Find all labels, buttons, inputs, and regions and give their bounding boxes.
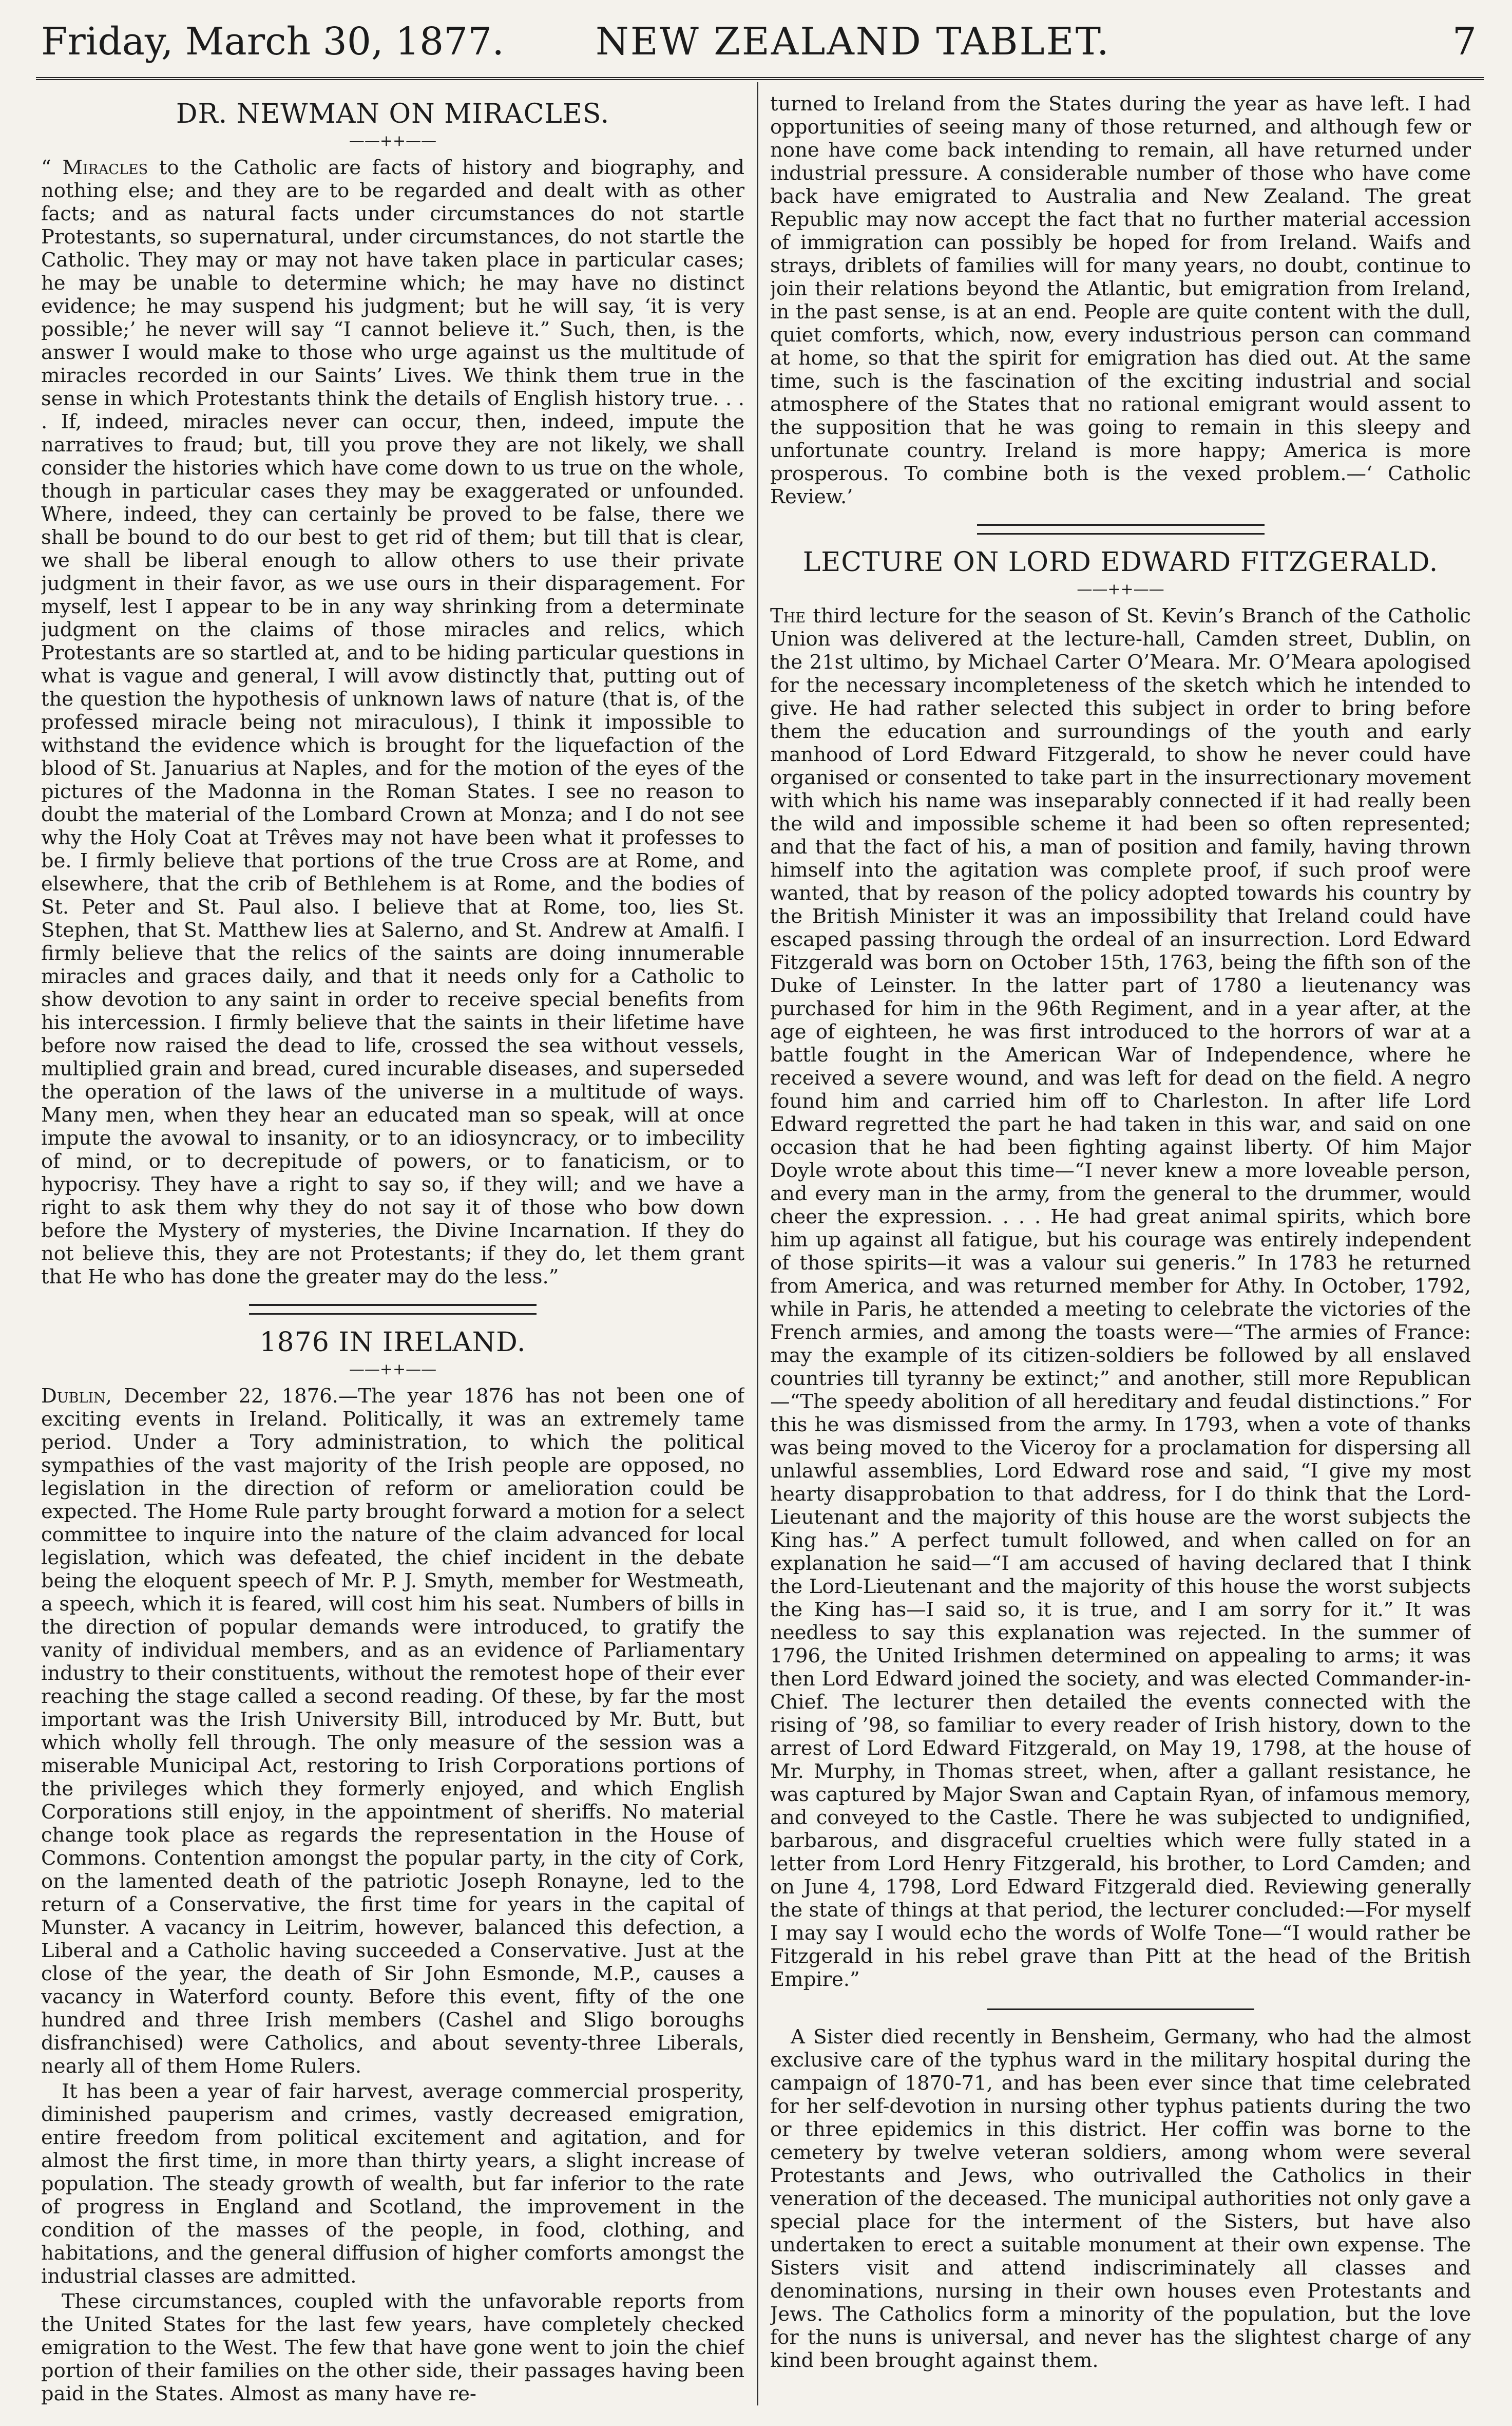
ornament-divider: ——++—— (349, 132, 437, 150)
newman-body (41, 156, 744, 1288)
fitzgerald-body (770, 604, 1471, 1991)
ireland-continuation: turned to Ireland from the States during the year as have left. I had opportunities of seeing many of those returned, and although few or none have come back intending to remain, all have returned under industrial pressure. A considerable number of those who have come back have emigrated to Australia and New Zealand. The great Republic may now accept the fact that no further material accession of immigration can possibly be hoped for from Ireland. Waifs and strays, driblets of families will for many years, no doubt, continue to join their relations beyond the Atlantic, but emigration from Ireland, in the past sense, is at an end. People are quite content with the dull, quiet comforts, which, now, every industrious person can command at home, so that the spirit for emigration has died out. At the same time, such is the fascination of the exciting industrial and social atmosphere of the States that no rational emigrant would assent to the supposition that he was going to remain in this sleepy and unfortunate country. Ireland is more happy; America is more prosperous. To combine both is the vexed problem.—‘ Catholic Review.’ (770, 92, 1471, 508)
newman-lead: “ Miracles (41, 156, 148, 179)
ornament-divider: ——++—— (1077, 580, 1164, 598)
issue-date: Friday, March 30, 1877. (41, 20, 504, 64)
newspaper-title: NEW ZEALAND TABLET. (596, 20, 1111, 64)
ireland-text: December 22, 1876.—The year 1876 has not been one of exciting events in Ireland. Politically, it was an extremely tame period. Under a Tory administration, to which the political sympathies of the vast majority of the Irish people are opposed, no legislation in the direction of reform or amelioration could be expected. The Home Rule party brought forward a motion for a select committee to inquire into the nature of the claim advanced for local legislation, which was defeated, the chief incident in the debate being the eloquent speech of Mr. P. J. Smyth, member for Westmeath, a speech, which it is feared, will cost him his seat. Numbers of bills in the direction of popular demands were introduced, to gratify the vanity of individual members, and as an evidence of Parliamentary industry to their constituents, without the remotest hope of their ever reaching the stage called a second reading. Of these, by far the most important was the Irish University Bill, introduced by Mr. Butt, but which wholly fell through. The only measure of the session was a miserable Municipal Act, restoring to Irish Corporations portions of the privileges which they formerly enjoyed, and which English Corporations still enjoy, in the appointment of sheriffs. No material change took place as regards the representation in the House of Commons. Contention amongst the popular party, in the city of Cork, on the lamented death of the patriotic Joseph Ronayne, led to the return of a Conservative, the first time for years in the capital of Munster. A vacancy in Leitrim, however, balanced this defection, a Liberal and a Catholic having succeeded a Conservative. Just at the close of the year, the death of Sir John Esmonde, M.P., causes a vacancy in Waterford county. Before this event, fifty of the one hundred and three Irish members (Cashel and Sligo boroughs disfranchised) were Catholics, and about seventy-three Liberals, nearly all of them Home Rulers. (41, 1385, 744, 2078)
left-column (41, 92, 744, 2405)
column-rule (757, 82, 758, 2405)
ireland-paragraph: These circumstances, coupled with the unfavorable reports from the United States for the last few years, have completely checked emigration to the West. The few that have gone went to join the chief portion of their families on the other side, their passages having been paid in the States. Almost as many have re- (41, 2290, 744, 2405)
section-separator (977, 524, 1265, 535)
sister-paragraph: A Sister died recently in Bensheim, Germany, who had the almost exclusive care of the typhus ward in the military hospital during the campaign of 1870-71, and has been ever since that time celebrated for her self-devotion in nursing other typhus patients during the two or three epidemics in this district. Her coffin was borne to the cemetery by twelve veteran soldiers, among whom were several Protestants and Jews, who outrivalled the Catholics in their veneration of the deceased. The municipal authorities not only gave a special place for the interment of the Sisters, but have also undertaken to erect a suitable monument at their own expense. The Sisters visit and attend indiscriminately all classes and denominations, nursing in their own houses even Protestants and Jews. The Catholics form a minority of the population, but the love for the nuns is universal, and never has the slightest charge of any kind been brought against them. (770, 2025, 1471, 2372)
right-column (770, 92, 1471, 2405)
ornament-divider: ——++—— (349, 1360, 437, 1378)
section-separator (249, 1304, 537, 1315)
page-number: 7 (1452, 20, 1477, 64)
newman-text: to the Catholic are facts of history and biography, and nothing else; and they are to be regarded and dealt with as other facts; and as natural facts under circumstances do not startle Protestants, so supernatural, under circumstances, do not startle the Catholic. They may or may not have taken place in particular cases; he may be unable to determine which; he may have no distinct evidence; he may suspend his judgment; but he will say, ‘it is very possible;’ he never will say “I cannot believe it.” Such, then, is the answer I would make to those who urge against us the multitude of miracles recorded in our Saints’ Lives. We think them true in the sense in which Protestants think the details of English history true. . . . If, indeed, miracles never can occur, then, indeed, impute the narratives to fraud; but, till you prove they are not likely, we shall consider the histories which have come down to us true on the whole, though in particular cases they may be exaggerated or unfounded. Where, indeed, they can certainly be proved to be false, there we shall be bound to do our best to get rid of them; but till that is clear, we shall be liberal enough to allow others to use their private judgment in their favor, as we use ours in their disparagement. For myself, lest I appear to be in any way shrinking from a determinate judgment on the claims of those miracles and relics, which Protestants are so startled at, and to be hiding particular questions in what is vague and general, I will avow distinctly that, putting out of the question the hypothesis of unknown laws of nature (that is, of the professed miracle being not miraculous), I think it impossible to withstand the evidence which is brought for the liquefaction of the blood of St. Januarius at Naples, and for the motion of the eyes of the pictures of the Madonna in the Roman States. I see no reason to doubt the material of the Lombard Crown at Monza; and I do not see why the Holy Coat at Trêves may not have been what it professes to be. I firmly believe that portions of the true Cross are at Rome, and elsewhere, that the crib of Bethlehem is at Rome, and the bodies of St. Peter and St. Paul also. I believe that at Rome, too, lies St. Stephen, that St. Matthew lies at Salerno, and St. Andrew at Amalfi. I firmly believe that the relics of the saints are doing innumerable miracles and graces daily, and that it needs only for a Catholic to show devotion to any saint in order to receive special benefits from his intercession. I firmly believe that the saints in their lifetime have before now raised the dead to life, crossed the sea without vessels, multiplied grain and bread, cured incurable diseases, and superseded the operation of the laws of the universe in a multitude of ways. Many men, when they hear an educated man so speak, will at once impute the avowal to insanity, or to an idiosyncracy, or to imbecility of mind, or to decrepitude of powers, or to fanaticism, or to hypocrisy. They have a right to say so, if they will; and we have a right to ask them why they do not say it of those who bow down before the Mystery of mysteries, the Divine Incarnation. If they do not believe this, they are not Protestants; if they do, let them grant that He who has done the greater may do the less.” (41, 156, 744, 1288)
fitzgerald-title: LECTURE ON LORD EDWARD FITZGERALD. (802, 547, 1439, 578)
section-separator (987, 2008, 1254, 2010)
fitzgerald-text: third lecture for the season of St. Kevin’s Branch of the Catholic Union was delivered at the lecture-hall, Camden street, Dublin, on the 21st ultimo, by Michael Carter O’Meara. Mr. O’Meara apologised for the necessary incompleteness of the sketch which he intended to give. He had rather selected this subject in order to bring before them the education and surroundings of the youth and early manhood of Lord Edward Fitzgerald, to show he never could have organised or consented to take part in the insurrectionary movement with which his name was inseparably connected if it had really been the wild and impossible scheme it had been so often represented; and that the fact of his, a man of position and family, having thrown himself into the agitation was complete proof, if such proof were wanted, that by reason of the policy adopted towards his country by the British Minister it was an impossibility that Ireland could have escaped passing through the ordeal of an insurrection. Lord Edward Fitzgerald was born on October 15th, 1763, being the fifth son of the Duke of Leinster. In the latter part of 1780 a lieutenancy was purchased for him in the 96th Regiment, and in a year after, at the age of eighteen, he was first introduced to the horrors of war at a battle fought in the American War of Independence, where he received a severe wound, and was left for dead on the field. A negro found him and carried him off to Charleston. In after life Lord Edward regretted the part he had taken in this war, and said on one occasion that he had been fighting against liberty. Of him Major Doyle wrote about this time—“I never knew a more loveable person, and every man in the army, from the general to the drummer, would cheer the expression. . . . He had great animal spirits, which bore him up against all fatigue, but his courage was entirely independent of those spirits—it was a valour sui generis.” In 1783 he returned from America, and was returned member for Athy. In October, 1792, while in Paris, he attended a meeting to celebrate the victories of the French armies, and among the toasts were—“The armies of France: may the example of its citizen-soldiers be followed by all enslaved countries till tyranny be extinct;” and another, still more Republican—“The speedy abolition of all hereditary and feudal distinctions.” For this he was dismissed from the army. In 1793, when a vote of thanks was being moved to the Viceroy for a proclamation for dispersing all unlawful assemblies, Lord Edward rose and said, “I give my most hearty disapprobation to that address, for I do think that the Lord-Lieutenant and the majority of this house are the worst subjects the King has.” A perfect tumult followed, and when called on for an explanation he said—“I am accused of having declared that I think the Lord-Lieutenant and the majority of this house the worst subjects the King has—I said so, it is true, and I am sorry for it.” It was needless to say this explanation was rejected. In the summer of 1796, the United Irishmen determined on appealing to arms; it was then Lord Edward joined the society, and was elected Commander-in-Chief. The lecturer then detailed the events connected with the rising of ’98, so familiar to every reader of Irish history, down to the arrest of Lord Edward Fitzgerald, on May 19, 1798, at the house of Mr. Murphy, in Thomas street, when, after a gallant resistance, he was captured by Major Swan and Captain Ryan, of infamous memory, and conveyed to the Castle. There he was subjected to undignified, barbarous, and disgraceful cruelties which were fully stated in a letter from Lord Henry Fitzgerald, his brother, to Lord Camden; and on June 4, 1798, Lord Edward Fitzgerald died. Reviewing generally the state of things at that period, the lecturer concluded:—For myself I may say I would echo the words of Wolfe Tone—“I would rather be Fitzgerald in his rebel grave than Pitt at the head of the British Empire.” (770, 604, 1471, 1991)
ireland-lead: Dublin, (41, 1385, 112, 1408)
ireland-paragraph: It has been a year of fair harvest, average commercial prosperity, diminished pauperism and crimes, vastly decreased emigration, entire freedom from political excitement and agitation, and for almost the first time, in more than thirty years, a slight increase of population. The steady growth of wealth, but far inferior to the rate of progress in England and Scotland, the improvement in the condition of the masses of the people, in food, clothing, and habitations, and the general diffusion of higher comforts amongst the industrial classes are admitted. (41, 2080, 744, 2288)
newman-title: DR. NEWMAN ON MIRACLES. (176, 99, 610, 129)
ireland-paragraph (41, 1385, 744, 2078)
masthead (36, 5, 1484, 80)
ireland-title: 1876 IN IRELAND. (259, 1327, 526, 1358)
fitzgerald-lead: The (770, 604, 806, 628)
